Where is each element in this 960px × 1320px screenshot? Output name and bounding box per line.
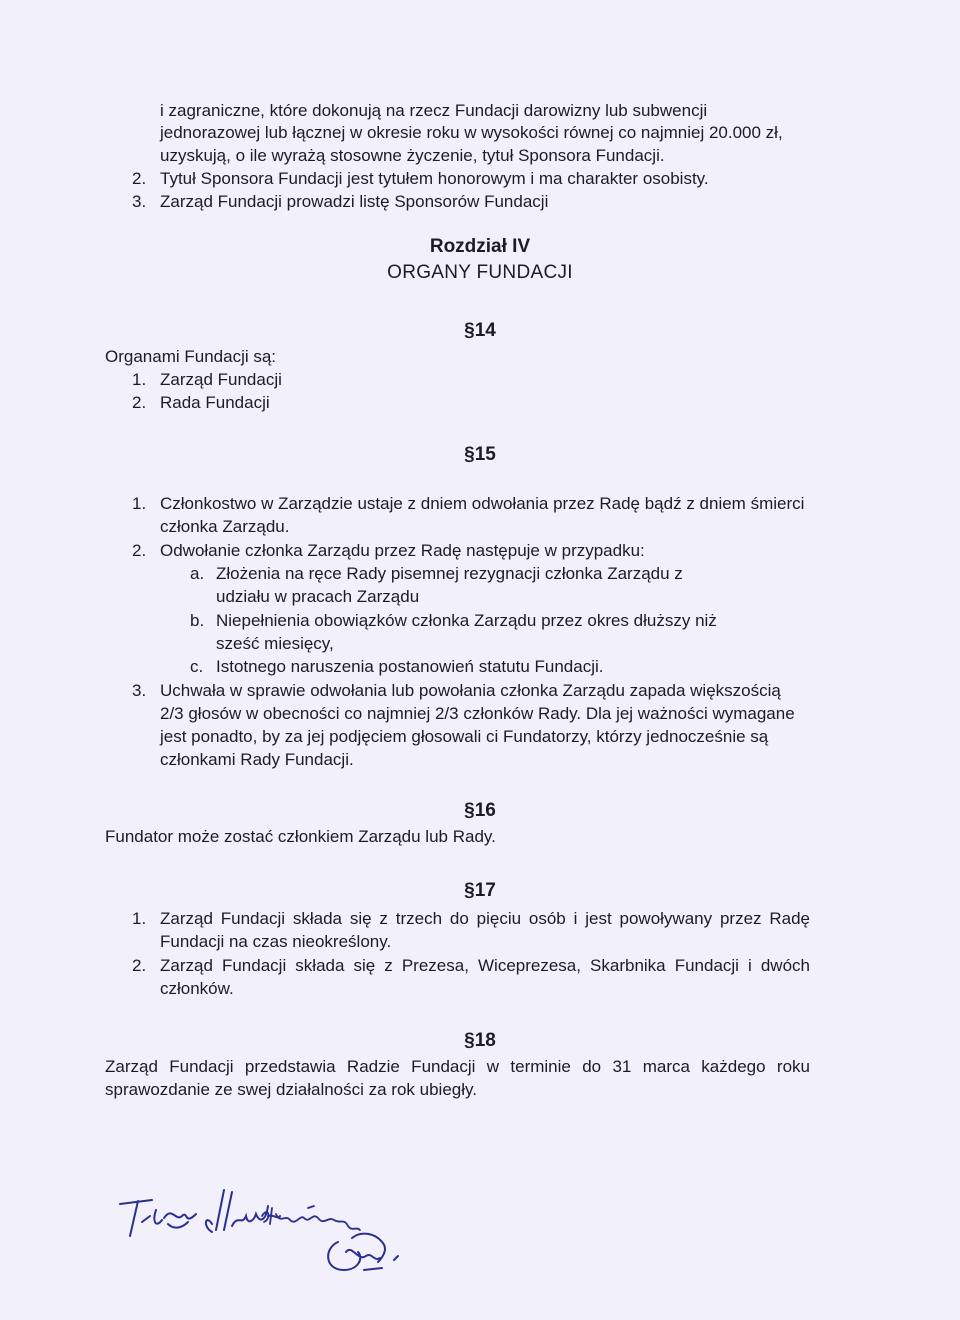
p15-item2: Odwołanie członka Zarządu przez Radę następuje w przypadku: bbox=[160, 541, 645, 560]
chapter-title: Rozdział IV bbox=[429, 236, 531, 257]
p17-item1-line2: Fundacji na czas nieokreślony. bbox=[160, 932, 392, 951]
list-letter: a. bbox=[190, 564, 205, 583]
section-heading-14: §14 bbox=[464, 320, 496, 341]
list-number: 2. bbox=[132, 169, 147, 188]
p18-line2: sprawozdanie ze swej działalności za rok ubiegły. bbox=[105, 1080, 477, 1099]
organ-item: Zarząd Fundacji bbox=[160, 370, 282, 389]
p17-item1-line1: Zarząd Fundacji składa się z trzech do pięciu osób i jest powoływany przez Radę bbox=[160, 909, 810, 928]
list-number: 2. bbox=[132, 541, 147, 560]
organs-lead: Organami Fundacji są: bbox=[105, 347, 277, 366]
p15-item3-line3: jest ponadto, by za jej podjęciem głosowali ci Fundatorzy, którzy jednocześnie są bbox=[160, 727, 769, 746]
intro-item-3: Zarząd Fundacji prowadzi listę Sponsorów Fundacji bbox=[160, 192, 549, 211]
section-heading-17: §17 bbox=[464, 880, 496, 901]
list-letter: c. bbox=[190, 657, 204, 676]
p17-item2-line2: członków. bbox=[160, 979, 234, 998]
intro-line-3: uzyskują, o ile wyrażą stosowne życzenie, tytuł Sponsora Fundacji. bbox=[160, 146, 665, 165]
p15-sub-a-line1: Złożenia na ręce Rady pisemnej rezygnacji członka Zarządu z bbox=[216, 564, 683, 583]
list-number: 1. bbox=[132, 909, 147, 928]
list-number: 2. bbox=[132, 956, 147, 975]
p15-item3-line4: członkami Rady Fundacji. bbox=[160, 750, 354, 769]
list-number: 3. bbox=[132, 681, 147, 700]
section-heading-16: §16 bbox=[464, 800, 496, 821]
p15-sub-c: Istotnego naruszenia postanowień statutu Fundacji. bbox=[216, 657, 604, 676]
chapter-subtitle: ORGANY FUNDACJI bbox=[387, 262, 573, 283]
section-heading-18: §18 bbox=[464, 1030, 496, 1051]
list-number: 1. bbox=[132, 370, 147, 389]
p15-item3-line2: 2/3 głosów w obecności co najmniej 2/3 członków Rady. Dla jej ważności wymagane bbox=[160, 704, 795, 723]
list-number: 1. bbox=[132, 494, 147, 513]
list-number: 2. bbox=[132, 393, 147, 412]
list-letter: b. bbox=[190, 611, 205, 630]
p15-sub-b-line2: sześć miesięcy, bbox=[216, 634, 334, 653]
p15-item1-line2: członka Zarządu. bbox=[160, 517, 290, 536]
organ-item: Rada Fundacji bbox=[160, 393, 270, 412]
p18-line1: Zarząd Fundacji przedstawia Radzie Fundacji w terminie do 31 marca każdego roku bbox=[105, 1057, 810, 1076]
p15-item3-line1: Uchwała w sprawie odwołania lub powołania członka Zarządu zapada większością bbox=[160, 681, 781, 700]
section-heading-15: §15 bbox=[464, 444, 496, 465]
p16-text: Fundator może zostać członkiem Zarządu lub Rady. bbox=[105, 827, 496, 846]
signature-4 bbox=[318, 1222, 408, 1283]
p17-item2-line1: Zarząd Fundacji składa się z Prezesa, Wiceprezesa, Skarbnika Fundacji i dwóch bbox=[160, 956, 810, 975]
list-number: 3. bbox=[132, 192, 147, 211]
p15-sub-a-line2: udziału w pracach Zarządu bbox=[216, 587, 420, 606]
intro-line-1: i zagraniczne, które dokonują na rzecz Fundacji darowizny lub subwencji bbox=[160, 101, 708, 120]
p15-sub-b-line1: Niepełnienia obowiązków członka Zarządu przez okres dłuższy niż bbox=[216, 611, 717, 630]
intro-item-2: Tytuł Sponsora Fundacji jest tytułem honorowym i ma charakter osobisty. bbox=[160, 169, 709, 188]
p15-item1-line1: Członkostwo w Zarządzie ustaje z dniem odwołania przez Radę bądź z dniem śmierci bbox=[160, 494, 805, 513]
intro-line-2: jednorazowej lub łącznej w okresie roku w wysokości równej co najmniej 20.000 zł, bbox=[160, 123, 783, 142]
